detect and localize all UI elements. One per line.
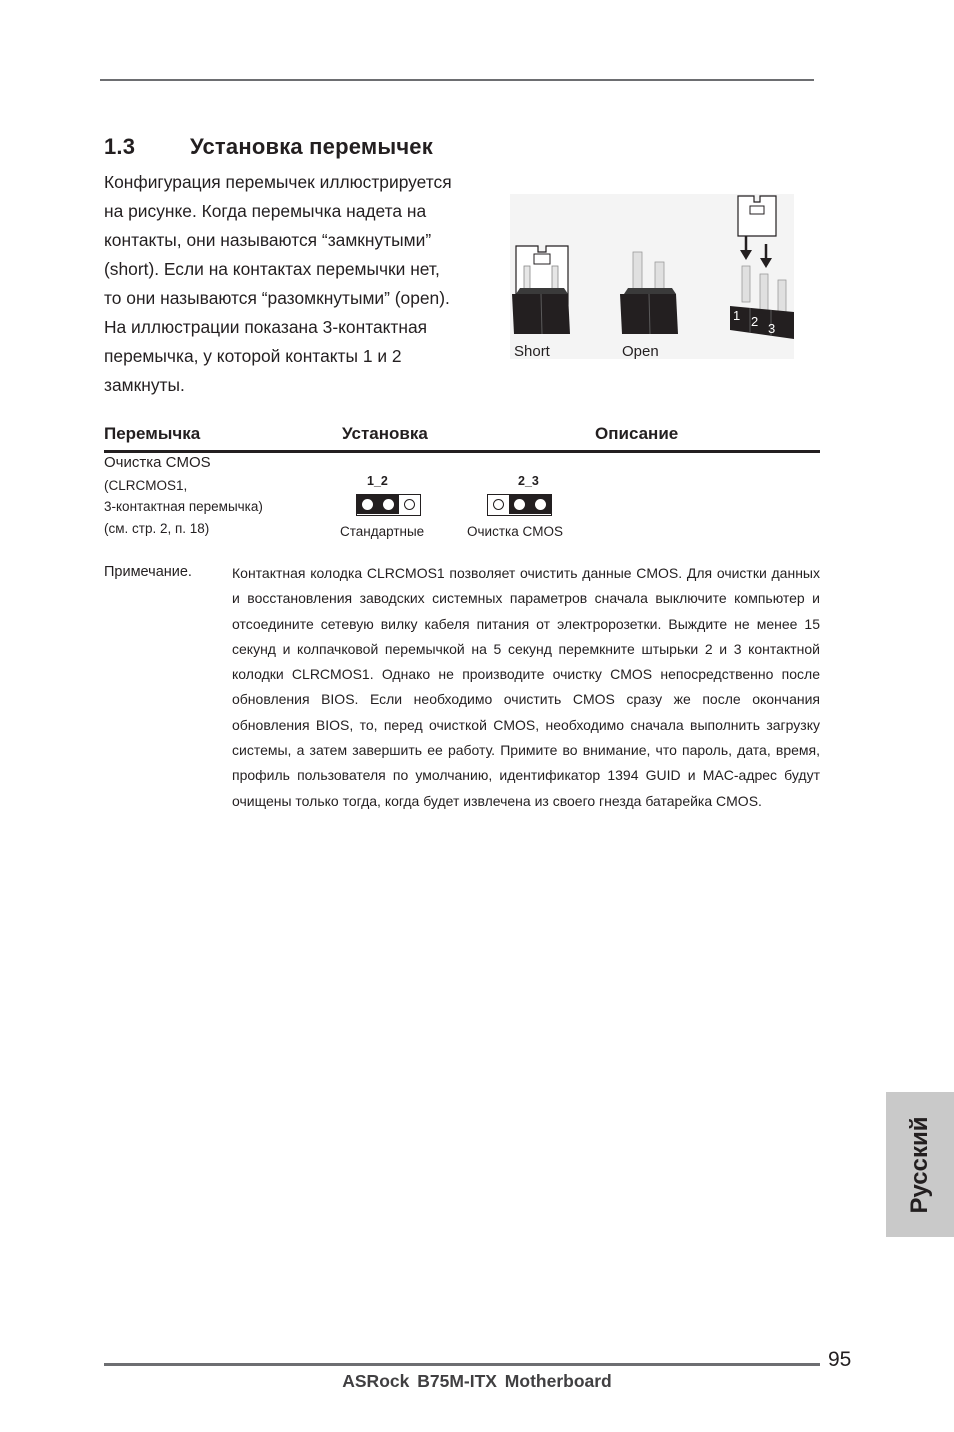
note-label: Примечание. bbox=[104, 564, 192, 580]
intro-line: на рисунке. Когда перемычка надета на bbox=[104, 201, 427, 221]
top-rule bbox=[100, 79, 814, 81]
page-number: 95 bbox=[828, 1348, 852, 1371]
open-jumper-graphic bbox=[620, 252, 678, 334]
table-header-rule bbox=[104, 450, 820, 453]
jumper-detail: 3-контактная перемычка) bbox=[104, 499, 263, 514]
jumper-pin bbox=[399, 495, 420, 514]
pin-number-1: 1 bbox=[733, 308, 741, 323]
short-label: Short bbox=[514, 343, 550, 359]
table-header-description: Описание bbox=[595, 424, 679, 443]
short-jumper-graphic bbox=[512, 246, 570, 334]
intro-line: замкнуты. bbox=[104, 375, 185, 395]
section-title: Установка перемычек bbox=[190, 134, 433, 159]
jumper-pin bbox=[488, 495, 509, 514]
jumper-detail: (см. стр. 2, п. 18) bbox=[104, 521, 210, 536]
jumper-name: Очистка CMOS bbox=[104, 454, 211, 471]
table-header-jumper: Перемычка bbox=[104, 424, 201, 443]
intro-line: то они называются “разомкнутыми” (open). bbox=[104, 288, 450, 308]
footer-product-name: ASRock B75M-ITX Motherboard bbox=[342, 1371, 612, 1391]
default-setting-caption: Стандартные bbox=[340, 524, 425, 539]
section-number: 1.3 bbox=[104, 134, 136, 159]
jumper-detail: (CLRCMOS1, bbox=[104, 478, 188, 493]
jumper-illustration bbox=[510, 194, 794, 359]
open-label: Open bbox=[622, 343, 659, 359]
default-jumper-pins bbox=[356, 494, 421, 516]
note-text: Контактная колодка CLRCMOS1 позволяет очистить данные CMOS. Для очистки данных и восстановления заводских системных параметров сначала выключите компьютер и отсоедините сетевую вилку кабеля питания от электророзетки. Выждите не менее 15 секунд и колпачковой перемычкой на 5 секунд перемкните штырьки 2 и 3 контактной колодки CLRCMOS1. Однако не производите очистку CMOS непосредственно после обновления BIOS. Если необходимо очистить CMOS сразу же после окончания обновления BIOS, то, перед очисткой CMOS, необходимо сначала выполнить загрузку системы, а затем завершить ее работу. Примите во внимание, что пароль, дата, время, профиль пользователя по умолчанию, идентификатор 1394 GUID и MAC-адрес будут очищены только тогда, когда будет извлечена из своего гнезда батарейка CMOS. bbox=[232, 565, 820, 809]
jumper-pin bbox=[378, 495, 399, 514]
language-tab-label: Русский bbox=[906, 1116, 933, 1213]
table-header-setting: Установка bbox=[342, 424, 428, 443]
clear-pins-label: 2_3 bbox=[518, 474, 539, 488]
language-tab bbox=[886, 1092, 954, 1237]
clear-jumper-pins bbox=[487, 494, 552, 516]
jumper-pin bbox=[509, 495, 530, 514]
pin-number-2: 2 bbox=[751, 314, 759, 329]
jumper-pin bbox=[357, 495, 378, 514]
jumper-illustration-svg bbox=[510, 194, 794, 359]
intro-paragraph bbox=[104, 168, 504, 400]
default-pins-label: 1_2 bbox=[367, 474, 388, 488]
clear-setting-caption: Очистка CMOS bbox=[467, 524, 563, 539]
pin-number-3: 3 bbox=[768, 321, 776, 336]
section-heading bbox=[104, 134, 433, 160]
note-body bbox=[232, 561, 820, 814]
intro-line: Конфигурация перемычек иллюстрируется bbox=[104, 172, 452, 192]
intro-line: На иллюстрации показана 3-контактная bbox=[104, 317, 428, 337]
footer-rule bbox=[104, 1363, 820, 1366]
intro-line: (short). Если на контактах перемычки нет, bbox=[104, 259, 440, 279]
intro-line: перемычка, у которой контакты 1 и 2 bbox=[104, 346, 402, 366]
jumper-pin bbox=[530, 495, 551, 514]
intro-line: контакты, они называются “замкнутыми” bbox=[104, 230, 432, 250]
